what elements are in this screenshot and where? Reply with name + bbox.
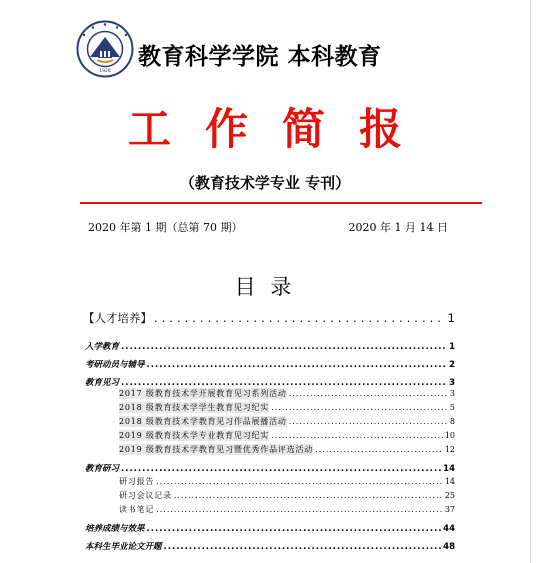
toc-entry[interactable]	[85, 522, 455, 534]
toc-leader-dots	[156, 477, 443, 486]
seal-year: 1928	[99, 69, 111, 74]
toc-entry[interactable]	[119, 416, 455, 427]
toc-entry-title: 教育研习	[85, 464, 120, 474]
toc-entry-page: 5	[449, 403, 455, 412]
toc-leader-dots	[271, 431, 443, 440]
toc-entry-title: 培养成绩与效果	[85, 524, 145, 534]
toc-entry-title: 【人才培养】	[83, 311, 152, 325]
toc-leader-dots	[121, 464, 441, 474]
toc-entry-page: 44	[443, 524, 455, 534]
toc-leader-dots	[289, 389, 448, 398]
toc-heading: 目 录	[234, 275, 296, 299]
toc-entry-title: 考研动员与辅导	[85, 360, 145, 370]
toc-entry-page: 1	[447, 311, 455, 325]
toc-entry[interactable]	[119, 444, 455, 455]
toc-leader-dots	[147, 524, 442, 534]
toc-entry-title: 2017 级教育技术学开展教育见习系列活动	[119, 389, 287, 398]
toc-leader-dots	[121, 342, 447, 352]
university-seal-icon	[76, 20, 134, 78]
toc-leader-dots	[154, 311, 446, 325]
toc-entry[interactable]	[85, 358, 455, 370]
toc-entry-page: 14	[443, 464, 455, 474]
institution-name: 教育科学学院 本科教育	[138, 44, 382, 70]
toc-entry-title: 入学教育	[85, 342, 120, 352]
toc-entry-title: 教育见习	[85, 378, 120, 388]
toc-entry-title: 本科生毕业论文开题	[85, 542, 162, 552]
red-divider	[80, 202, 482, 204]
toc-entry-page: 12	[444, 445, 455, 454]
toc-leader-dots	[315, 445, 443, 454]
toc-entry-title: 研习会议记录	[119, 491, 172, 500]
toc-entry[interactable]	[119, 430, 455, 441]
toc-entry-title: 2019 级教育技术学教育见习暨优秀作品评选活动	[119, 445, 314, 454]
toc-entry-page: 48	[443, 542, 455, 552]
toc-entry-title: 研习报告	[119, 477, 155, 486]
special-issue-label: （教育技术学专业 专刊）	[179, 174, 351, 192]
toc-entry-page: 10	[444, 431, 455, 440]
toc-entry[interactable]	[85, 540, 455, 552]
toc-entry-page: 3	[449, 389, 455, 398]
bulletin-title: 工作简报	[128, 105, 436, 155]
issue-date: 2020 年 1 月 14 日	[348, 221, 448, 234]
toc-entry-page: 3	[449, 378, 455, 388]
toc-entry-title: 2018 级教育技术学学生教育见习纪实	[119, 403, 270, 412]
issue-number: 2020 年第 1 期（总第 70 期）	[88, 221, 243, 234]
toc-entry[interactable]	[119, 490, 455, 501]
toc-leader-dots	[147, 360, 448, 370]
toc-leader-dots	[164, 542, 442, 552]
toc-leader-dots	[121, 378, 447, 388]
toc-entry[interactable]	[85, 376, 455, 388]
toc-entry-page: 2	[449, 360, 455, 370]
toc-entry[interactable]	[119, 388, 455, 399]
toc-entry[interactable]	[119, 476, 455, 487]
toc-leader-dots	[289, 417, 448, 426]
toc-entry[interactable]	[85, 340, 455, 352]
toc-entry[interactable]	[85, 462, 455, 474]
toc-entry[interactable]	[119, 402, 455, 413]
toc-entry-title: 读书笔记	[119, 505, 155, 514]
toc-entry[interactable]	[83, 310, 455, 326]
toc-entry-page: 25	[444, 491, 455, 500]
toc-leader-dots	[271, 403, 448, 412]
toc-entry-title: 2019 级教育技术学专业教育见习纪实	[119, 431, 270, 440]
toc-entry-page: 1	[449, 342, 455, 352]
toc-entry-page: 37	[444, 505, 455, 514]
toc-entry-page: 8	[449, 417, 455, 426]
toc-entry[interactable]	[119, 504, 455, 515]
toc-leader-dots	[156, 505, 443, 514]
toc-entry-page: 14	[444, 477, 455, 486]
toc-entry-title: 2018 级教育技术学教育见习作品展播活动	[119, 417, 287, 426]
toc-leader-dots	[174, 491, 443, 500]
